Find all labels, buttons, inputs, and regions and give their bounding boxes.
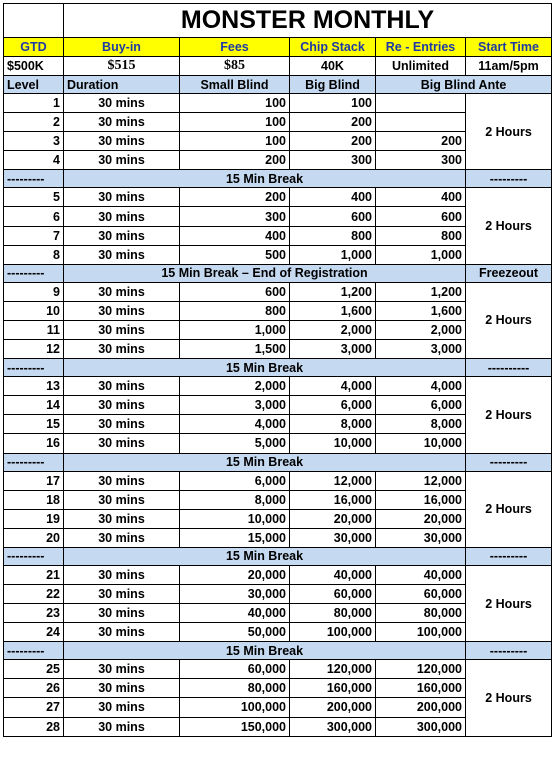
level-duration: 30 mins [64, 565, 180, 584]
level-small-blind: 15,000 [180, 528, 290, 547]
break-row [4, 359, 552, 377]
level-small-blind: 100 [180, 132, 290, 151]
level-ante: 300,000 [376, 717, 466, 736]
level-row [4, 377, 552, 396]
level-row [4, 188, 552, 207]
break-label: 15 Min Break [64, 453, 466, 471]
break-right-note: Freezeout [466, 264, 552, 282]
level-duration: 30 mins [64, 226, 180, 245]
break-label: 15 Min Break [64, 170, 466, 188]
level-number: 3 [4, 132, 64, 151]
level-number: 25 [4, 660, 64, 679]
level-ante: 2,000 [376, 320, 466, 339]
level-ante: 16,000 [376, 490, 466, 509]
level-small-blind: 500 [180, 245, 290, 264]
level-duration: 30 mins [64, 132, 180, 151]
level-small-blind: 60,000 [180, 660, 290, 679]
level-ante [376, 94, 466, 113]
level-ante: 800 [376, 226, 466, 245]
break-left-dashes: --------- [4, 359, 64, 377]
level-ante: 4,000 [376, 377, 466, 396]
column-header-big-blind: Big Blind [290, 76, 376, 94]
info-header-chip-stack: Chip Stack [290, 38, 376, 57]
level-big-blind: 80,000 [290, 604, 376, 623]
level-number: 27 [4, 698, 64, 717]
break-label: 15 Min Break [64, 547, 466, 565]
level-number: 10 [4, 301, 64, 320]
level-big-blind: 400 [290, 188, 376, 207]
level-ante: 400 [376, 188, 466, 207]
level-duration: 30 mins [64, 245, 180, 264]
break-row [4, 642, 552, 660]
level-ante: 1,200 [376, 282, 466, 301]
level-big-blind: 120,000 [290, 660, 376, 679]
level-ante: 200 [376, 132, 466, 151]
level-duration: 30 mins [64, 377, 180, 396]
level-big-blind: 6,000 [290, 396, 376, 415]
block-hours: 2 Hours [466, 377, 552, 453]
level-duration: 30 mins [64, 320, 180, 339]
level-small-blind: 100 [180, 94, 290, 113]
level-row [4, 282, 552, 301]
level-number: 8 [4, 245, 64, 264]
level-ante: 160,000 [376, 679, 466, 698]
break-label: 15 Min Break [64, 359, 466, 377]
level-number: 7 [4, 226, 64, 245]
level-ante [376, 113, 466, 132]
level-big-blind: 200,000 [290, 698, 376, 717]
break-left-dashes: --------- [4, 642, 64, 660]
level-number: 17 [4, 471, 64, 490]
level-number: 1 [4, 94, 64, 113]
level-big-blind: 60,000 [290, 584, 376, 603]
level-ante: 12,000 [376, 471, 466, 490]
level-big-blind: 1,600 [290, 301, 376, 320]
level-duration: 30 mins [64, 698, 180, 717]
level-big-blind: 300,000 [290, 717, 376, 736]
level-duration: 30 mins [64, 623, 180, 642]
level-ante: 120,000 [376, 660, 466, 679]
level-small-blind: 300 [180, 207, 290, 226]
level-number: 23 [4, 604, 64, 623]
level-duration: 30 mins [64, 584, 180, 603]
level-big-blind: 10,000 [290, 434, 376, 453]
level-duration: 30 mins [64, 151, 180, 170]
level-big-blind: 4,000 [290, 377, 376, 396]
info-value-gtd: $500K [4, 57, 64, 76]
level-number: 15 [4, 415, 64, 434]
break-right-note: --------- [466, 642, 552, 660]
break-right-note: ---------- [466, 359, 552, 377]
block-hours: 2 Hours [466, 471, 552, 547]
level-number: 20 [4, 528, 64, 547]
level-row [4, 94, 552, 113]
break-label: 15 Min Break [64, 642, 466, 660]
level-small-blind: 20,000 [180, 565, 290, 584]
info-header-fees: Fees [180, 38, 290, 57]
level-ante: 10,000 [376, 434, 466, 453]
level-small-blind: 8,000 [180, 490, 290, 509]
level-small-blind: 10,000 [180, 509, 290, 528]
level-small-blind: 200 [180, 188, 290, 207]
level-number: 9 [4, 282, 64, 301]
level-small-blind: 400 [180, 226, 290, 245]
level-big-blind: 8,000 [290, 415, 376, 434]
level-ante: 40,000 [376, 565, 466, 584]
level-row [4, 471, 552, 490]
level-small-blind: 50,000 [180, 623, 290, 642]
block-hours: 2 Hours [466, 94, 552, 170]
level-duration: 30 mins [64, 282, 180, 301]
level-row [4, 660, 552, 679]
level-big-blind: 20,000 [290, 509, 376, 528]
info-header-buy-in: Buy-in [64, 38, 180, 57]
break-right-note: --------- [466, 170, 552, 188]
level-ante: 100,000 [376, 623, 466, 642]
level-duration: 30 mins [64, 528, 180, 547]
level-ante: 60,000 [376, 584, 466, 603]
level-ante: 8,000 [376, 415, 466, 434]
level-small-blind: 100 [180, 113, 290, 132]
level-big-blind: 800 [290, 226, 376, 245]
break-left-dashes: --------- [4, 264, 64, 282]
block-hours: 2 Hours [466, 188, 552, 264]
level-big-blind: 600 [290, 207, 376, 226]
level-number: 28 [4, 717, 64, 736]
column-header-duration: Duration [64, 76, 180, 94]
level-number: 16 [4, 434, 64, 453]
level-small-blind: 100,000 [180, 698, 290, 717]
info-header-row [4, 38, 552, 57]
break-label: 15 Min Break – End of Registration [64, 264, 466, 282]
page-title: MONSTER MONTHLY [64, 4, 552, 38]
level-number: 19 [4, 509, 64, 528]
level-big-blind: 40,000 [290, 565, 376, 584]
info-value-start-time: 11am/5pm [466, 57, 552, 76]
level-big-blind: 30,000 [290, 528, 376, 547]
level-ante: 30,000 [376, 528, 466, 547]
level-small-blind: 1,000 [180, 320, 290, 339]
level-row [4, 565, 552, 584]
block-hours: 2 Hours [466, 282, 552, 358]
level-small-blind: 4,000 [180, 415, 290, 434]
level-number: 18 [4, 490, 64, 509]
level-big-blind: 300 [290, 151, 376, 170]
column-header-row [4, 76, 552, 94]
tournament-structure-table [3, 3, 552, 737]
level-duration: 30 mins [64, 471, 180, 490]
level-duration: 30 mins [64, 490, 180, 509]
level-number: 12 [4, 340, 64, 359]
level-small-blind: 40,000 [180, 604, 290, 623]
break-row [4, 453, 552, 471]
level-number: 6 [4, 207, 64, 226]
level-ante: 600 [376, 207, 466, 226]
level-small-blind: 200 [180, 151, 290, 170]
info-header-gtd: GTD [4, 38, 64, 57]
level-duration: 30 mins [64, 660, 180, 679]
column-header-big-blind-ante: Big Blind Ante [376, 76, 552, 94]
level-duration: 30 mins [64, 604, 180, 623]
column-header-level: Level [4, 76, 64, 94]
level-big-blind: 1,200 [290, 282, 376, 301]
level-big-blind: 12,000 [290, 471, 376, 490]
title-row [4, 4, 552, 38]
level-duration: 30 mins [64, 434, 180, 453]
level-duration: 30 mins [64, 113, 180, 132]
break-row [4, 547, 552, 565]
break-row [4, 170, 552, 188]
level-duration: 30 mins [64, 717, 180, 736]
info-value-fees: $85 [180, 57, 290, 76]
level-duration: 30 mins [64, 679, 180, 698]
break-row [4, 264, 552, 282]
break-left-dashes: --------- [4, 453, 64, 471]
level-duration: 30 mins [64, 207, 180, 226]
break-right-note: --------- [466, 547, 552, 565]
level-big-blind: 100,000 [290, 623, 376, 642]
level-ante: 300 [376, 151, 466, 170]
level-small-blind: 150,000 [180, 717, 290, 736]
level-duration: 30 mins [64, 188, 180, 207]
level-small-blind: 600 [180, 282, 290, 301]
level-duration: 30 mins [64, 396, 180, 415]
level-big-blind: 160,000 [290, 679, 376, 698]
level-small-blind: 80,000 [180, 679, 290, 698]
level-small-blind: 1,500 [180, 340, 290, 359]
info-header-start-time: Start Time [466, 38, 552, 57]
level-ante: 6,000 [376, 396, 466, 415]
level-duration: 30 mins [64, 94, 180, 113]
level-number: 14 [4, 396, 64, 415]
level-big-blind: 1,000 [290, 245, 376, 264]
level-big-blind: 2,000 [290, 320, 376, 339]
level-ante: 200,000 [376, 698, 466, 717]
block-hours: 2 Hours [466, 660, 552, 736]
break-right-note: --------- [466, 453, 552, 471]
info-values-row [4, 57, 552, 76]
info-value-chip-stack: 40K [290, 57, 376, 76]
level-small-blind: 6,000 [180, 471, 290, 490]
info-value-buy-in: $515 [64, 57, 180, 76]
break-left-dashes: --------- [4, 547, 64, 565]
level-small-blind: 3,000 [180, 396, 290, 415]
level-big-blind: 200 [290, 132, 376, 151]
level-number: 26 [4, 679, 64, 698]
info-header-re-entries: Re - Entries [376, 38, 466, 57]
level-number: 5 [4, 188, 64, 207]
level-number: 22 [4, 584, 64, 603]
level-number: 2 [4, 113, 64, 132]
level-number: 24 [4, 623, 64, 642]
level-duration: 30 mins [64, 509, 180, 528]
level-small-blind: 2,000 [180, 377, 290, 396]
level-small-blind: 800 [180, 301, 290, 320]
level-small-blind: 30,000 [180, 584, 290, 603]
level-duration: 30 mins [64, 301, 180, 320]
block-hours: 2 Hours [466, 565, 552, 641]
level-big-blind: 3,000 [290, 340, 376, 359]
info-value-re-entries: Unlimited [376, 57, 466, 76]
level-ante: 1,000 [376, 245, 466, 264]
level-ante: 1,600 [376, 301, 466, 320]
level-big-blind: 200 [290, 113, 376, 132]
column-header-small-blind: Small Blind [180, 76, 290, 94]
level-duration: 30 mins [64, 340, 180, 359]
level-number: 11 [4, 320, 64, 339]
level-ante: 20,000 [376, 509, 466, 528]
level-ante: 3,000 [376, 340, 466, 359]
level-big-blind: 100 [290, 94, 376, 113]
level-big-blind: 16,000 [290, 490, 376, 509]
title-blank-cell [4, 4, 64, 38]
level-number: 4 [4, 151, 64, 170]
level-number: 13 [4, 377, 64, 396]
level-small-blind: 5,000 [180, 434, 290, 453]
break-left-dashes: --------- [4, 170, 64, 188]
level-ante: 80,000 [376, 604, 466, 623]
level-duration: 30 mins [64, 415, 180, 434]
level-number: 21 [4, 565, 64, 584]
